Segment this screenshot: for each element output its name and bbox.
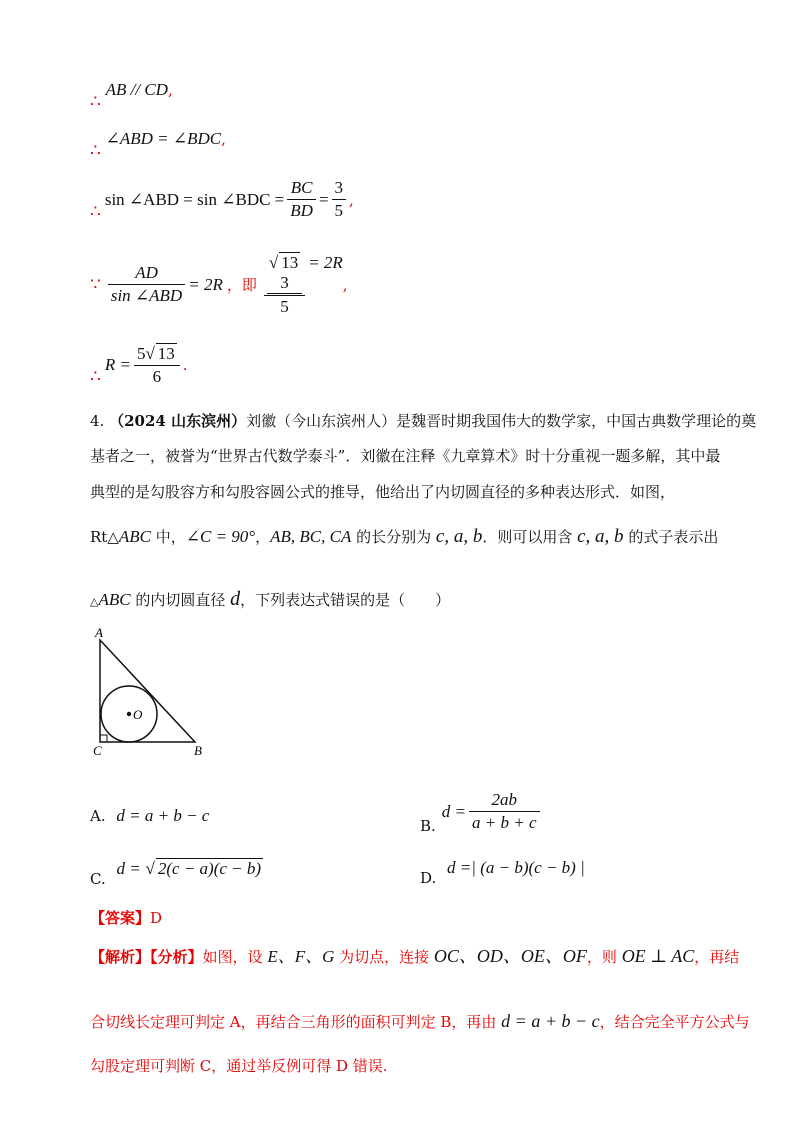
answer-value: D <box>150 909 163 927</box>
question-line-2: 基者之一，被誉为“世界古代数学泰斗”．刘徽在注释《九章算术》时十分重视一题多解，其中最 <box>90 447 721 465</box>
label-b: B <box>194 743 202 758</box>
right-angle-condition: ∠C = 90° <box>185 527 256 546</box>
fraction-bc-bd: $\frac{BC}{BD}$ <box>287 178 316 221</box>
option-b: B. d = $\frac{2ab}{a + b + c}$ <box>420 790 543 833</box>
nested-fraction: √ 13 3 5 <box>264 252 305 317</box>
label-o: O <box>133 707 143 722</box>
fraction-r-value: $\frac{5√ 13}{6}$ <box>134 343 180 387</box>
question-line-4: Rt△ABC 中，∠C = 90°，AB, BC, CA 的长分别为 c, a, b．则可以用含 c, a, b 的式子表示出 <box>90 526 719 547</box>
diameter-variable: d <box>230 588 241 610</box>
therefore-symbol: ∴ <box>90 367 101 387</box>
option-d: D. d =| (a − b)(c − b) | <box>420 858 585 887</box>
solution-line-5 <box>90 343 188 387</box>
equals-2r: = 2R <box>188 274 223 294</box>
label-a: A <box>95 625 103 640</box>
solution-line-2 <box>90 129 226 161</box>
comma: , <box>349 190 354 209</box>
comma: , <box>221 130 226 148</box>
therefore-symbol: ∴ <box>90 141 101 161</box>
namely-text: ，即 <box>226 275 257 294</box>
sine-equality: sin ∠ABD = sin ∠BDC = <box>104 189 285 209</box>
incircle-figure <box>85 622 225 762</box>
comma: , <box>167 81 173 99</box>
question-number: 4. <box>90 412 105 430</box>
question-line-1: 4. （2024 山东滨州）刘徽（今山东滨州人）是魏晋时期我国伟大的数学家，中国古典数学理论的奠 <box>90 412 757 430</box>
question-line-3: 典型的是勾股容方和勾股容圆公式的推导，他给出了内切圆直径的多种表达形式．如图， <box>90 483 676 501</box>
question-source: （2024 山东滨州） <box>109 412 247 430</box>
option-c: C. d = √ 2(c − a)(c − b) <box>90 859 262 888</box>
comma: , <box>342 275 348 294</box>
solution-line-3: ∴ sin ∠ABD = sin ∠BDC = $\frac{BC}{BD}$ = $\frac{3}{5}$ , <box>90 178 354 222</box>
solution-line-4 <box>90 252 348 317</box>
analysis-line-3: 勾股定理可判断 C，通过举反例可得 D 错误. <box>90 1057 388 1075</box>
side-names: AB, BC, CA <box>270 527 352 546</box>
fraction-ad-sin: $\frac{AD}{\text{sin ∠ABD}}$ <box>108 263 185 306</box>
fraction-3-5: $\frac{3}{5}$ <box>332 178 347 221</box>
because-symbol: ∵ <box>90 274 101 295</box>
therefore-symbol: ∴ <box>90 92 101 112</box>
answer-tag: 【答案】 <box>90 909 151 927</box>
angle-equality: ∠ABD = ∠BDC <box>105 129 222 148</box>
label-c: C <box>93 743 102 758</box>
equals-2r-second: = 2R <box>308 252 343 272</box>
option-a: A. d = a + b − c <box>90 806 210 825</box>
side-lengths-2: c, a, b <box>577 526 624 547</box>
parallel-expression: AB // CD <box>105 80 168 99</box>
therefore-symbol: ∴ <box>90 201 101 222</box>
center-point <box>127 712 131 716</box>
side-lengths: c, a, b <box>435 526 483 547</box>
analysis-line-1: 【解析】【分析】如图，设 E、F、G 为切点，连接 OC、OD、OE、OF，则 OE ⊥ AC，再结 <box>90 946 740 966</box>
solution-line-1 <box>90 80 173 112</box>
question-line-5: △ABC 的内切圆直径 d，下列表达式错误的是（ ） <box>90 588 451 610</box>
r-equals: R = <box>104 355 131 374</box>
period: . <box>182 356 188 374</box>
right-angle-mark <box>100 735 107 742</box>
analysis-line-2: 合切线长定理可判定 A，再结合三角形的面积可判定 B，再由 d = a + b − c，结合完全平方公式与 <box>90 1011 750 1031</box>
answer-line <box>90 908 162 928</box>
